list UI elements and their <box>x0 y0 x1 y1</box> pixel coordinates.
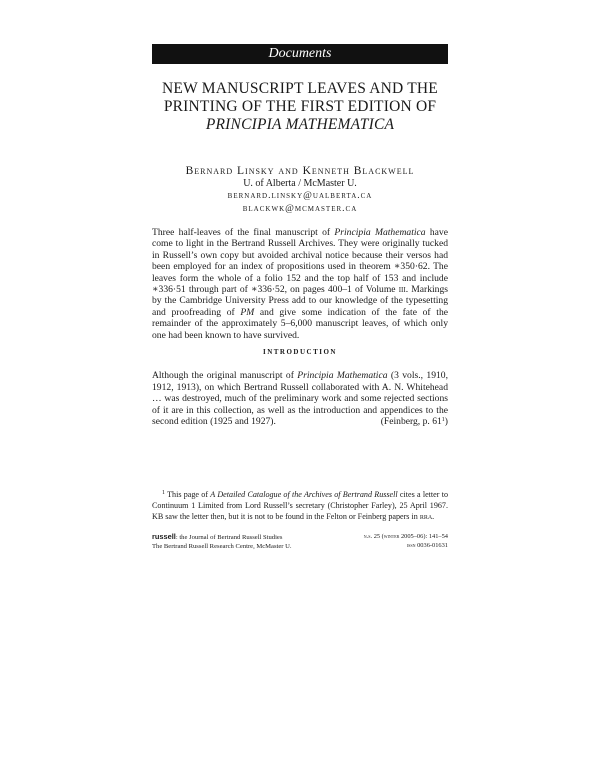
epigraph-citation <box>381 416 448 428</box>
section-banner <box>152 44 448 64</box>
title-line-1: NEW MANUSCRIPT LEAVES AND THE <box>162 80 438 97</box>
footnote-text-2: cites a letter to Continuum 1 Limited from Lord Russell’s secretary (Christopher Farley), 25 April 1967. KB saw the letter then, but it is not to be found in the Felton or Feinberg papers in <box>152 490 448 521</box>
title-line-3: PRINCIPIA MATHEMATICA <box>205 116 395 133</box>
abstract-volume: iii <box>398 284 406 296</box>
journal-footer <box>152 533 292 551</box>
footnote-marker: 1 <box>162 490 165 496</box>
footnote <box>152 489 448 522</box>
issue-details: n.s. 25 (winter 2005–06): 141–54 <box>363 533 448 540</box>
epigraph-title-pm: Principia Mathematica <box>297 370 388 381</box>
issue-info <box>300 533 448 550</box>
section-heading: introduction <box>262 346 337 357</box>
abstract <box>152 227 448 341</box>
abstract-text-3: . Markings by the Cambridge University Press add to our knowledge of the typesetting and proofreading of <box>152 284 448 318</box>
footnote-cited-title: A Detailed Catalogue of the Archives of Bertrand Russell <box>210 490 398 499</box>
journal-name: : the Journal of Bertrand Russell Studies <box>175 534 283 541</box>
footnote-text-1: This page of <box>165 490 211 499</box>
author-email-1: bernard.linsky@ualberta.ca <box>227 191 373 201</box>
issn: issn 0036-01631 <box>406 541 448 549</box>
abstract-text-1: Three half-leaves of the final manuscript of <box>152 227 335 238</box>
banner-label: Documents <box>268 46 332 61</box>
author-block <box>140 165 460 215</box>
epigraph-text-1: Although the original manuscript of <box>152 370 298 381</box>
epigraph <box>152 370 448 428</box>
author-email-2: blackwk@mcmaster.ca <box>242 203 358 214</box>
citation-end: ) <box>444 416 448 428</box>
footnote-abbreviation: rra <box>419 512 433 521</box>
footnote-text-3: . <box>432 512 435 521</box>
article-title <box>140 80 460 134</box>
abstract-pm-short: PM <box>240 306 255 318</box>
journal-brand: russell <box>152 532 176 541</box>
epigraph-text-2: (3 vols., 1910, 1912, 1913), on which Bertrand Russell collaborated with A. N. Whitehead … was destroyed, much of the preliminary work and some rejected sections of it are in this collection, as well as the introduction and appendices to the second edition (1925 and 1927). <box>152 370 448 428</box>
citation-text: (Feinberg, p. 61 <box>380 416 442 428</box>
title-line-2: PRINTING OF THE FIRST EDITION OF <box>163 98 437 115</box>
abstract-title-pm: Principia Mathematica <box>334 227 426 238</box>
author-names: Bernard Linsky and Kenneth Blackwell <box>185 165 415 177</box>
citation-footnote-ref: 1 <box>441 417 445 424</box>
author-affiliation: U. of Alberta / McMaster U. <box>243 177 357 189</box>
abstract-text-4: and give some indication of the fate of the remainder of the approximately 5–6,000 manuscript leaves, of which only one had been known to have survived. <box>152 306 449 341</box>
research-centre: The Bertrand Russell Research Centre, McMaster U. <box>152 542 292 550</box>
abstract-text-2: have come to light in the Bertrand Russell Archives. They were originally tucked in Russell’s own copy but avoided archival notice because their versos had been employed for an index of propositions used in theorem ∗350·62. The leaves form the whole of a folio 152 and the top half of 153 and include ∗336·51 through part of ∗336·52, on pages 400–1 of Volume <box>152 227 448 296</box>
